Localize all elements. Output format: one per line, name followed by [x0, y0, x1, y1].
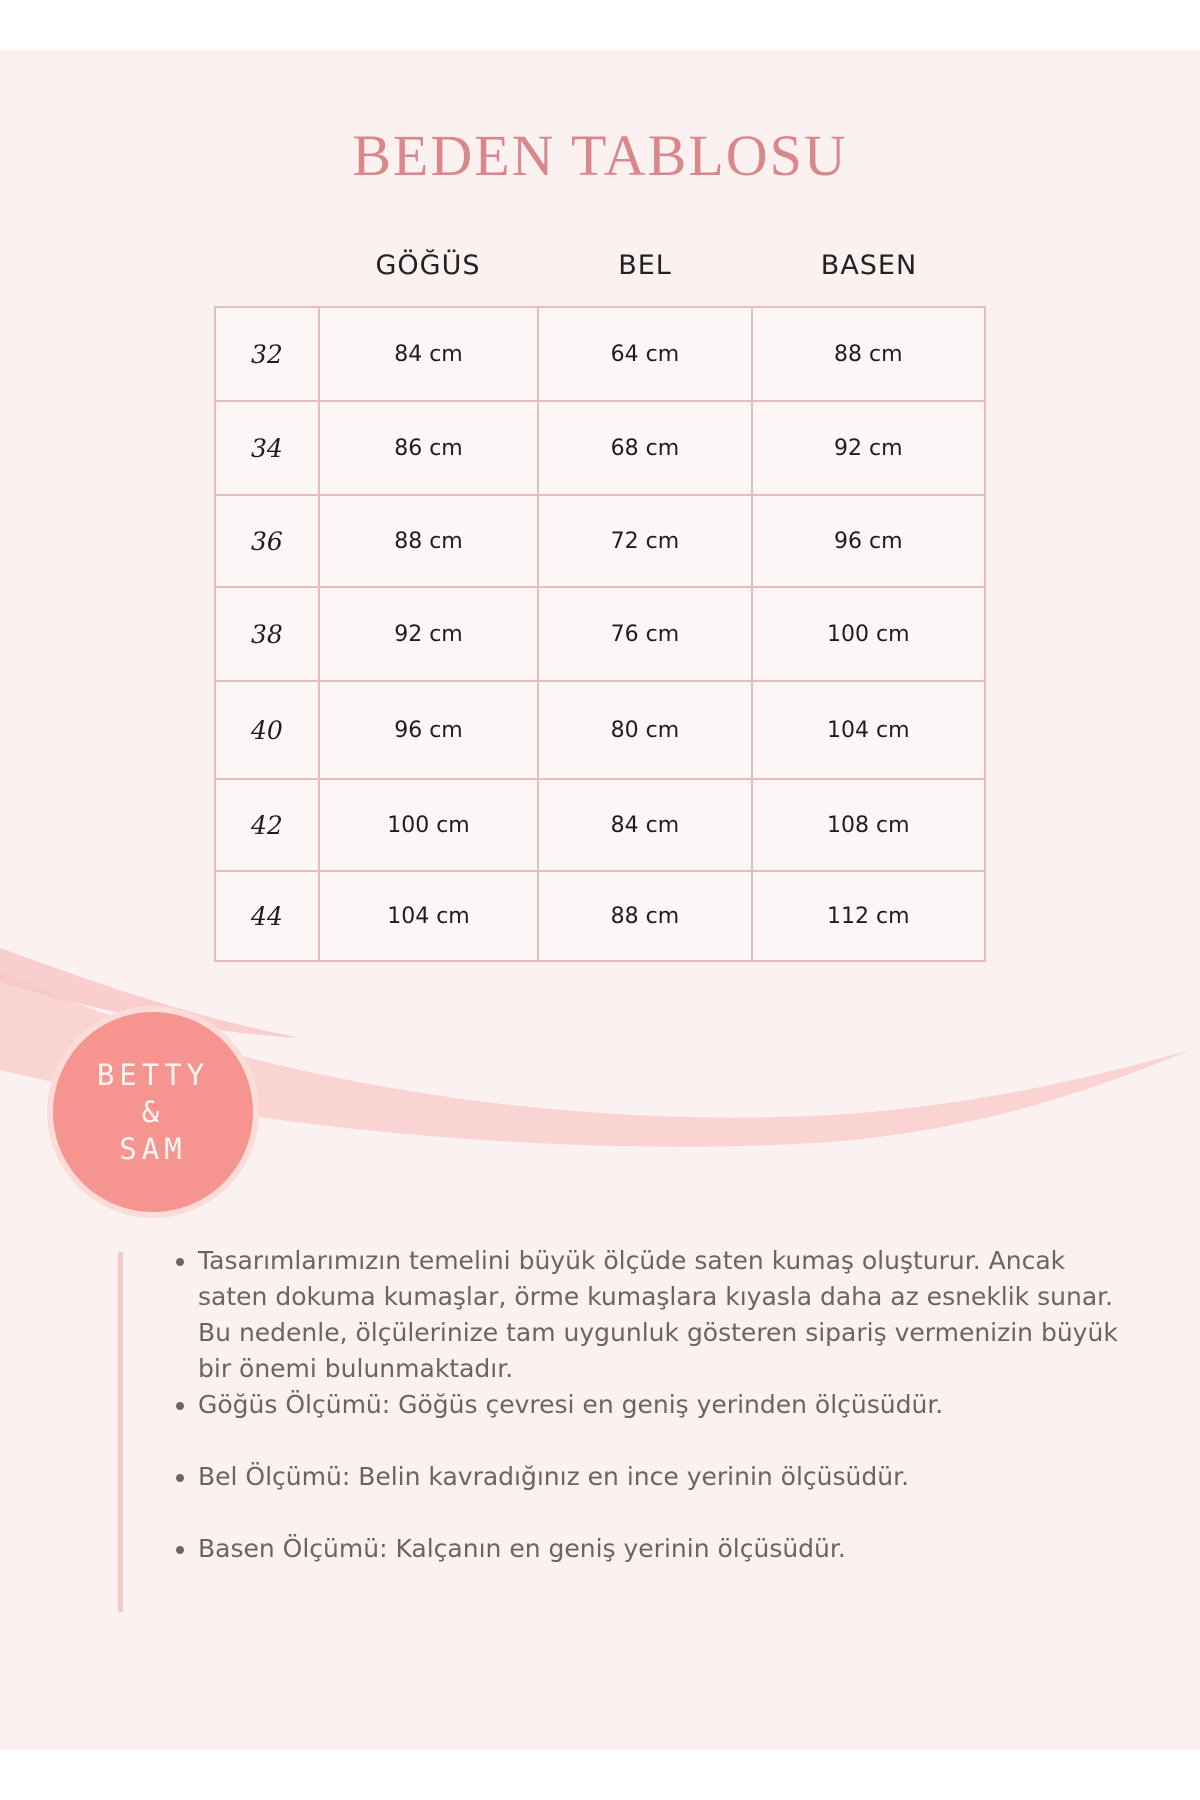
size-cell: 42 [215, 779, 319, 871]
column-header-gogus: GÖĞÜS [375, 250, 481, 281]
list-item: • Basen Ölçümü: Kalçanın en geniş yerinin ölçüsüdür. [198, 1531, 1118, 1567]
bel-cell: 72 cm [538, 495, 751, 587]
logo-text-line3: SAM [119, 1131, 187, 1166]
table-row [215, 307, 985, 401]
size-cell: 44 [215, 871, 319, 961]
gogus-cell: 88 cm [319, 495, 538, 587]
bel-cell: 64 cm [538, 307, 751, 401]
table-row [215, 401, 985, 495]
basen-cell: 112 cm [752, 871, 985, 961]
size-cell: 38 [215, 587, 319, 681]
basen-cell: 104 cm [752, 681, 985, 779]
table-row [215, 495, 985, 587]
gogus-cell: 84 cm [319, 307, 538, 401]
table-row [215, 681, 985, 779]
brand-logo [53, 1012, 253, 1212]
size-cell: 34 [215, 401, 319, 495]
bel-cell: 84 cm [538, 779, 751, 871]
gogus-cell: 86 cm [319, 401, 538, 495]
bel-cell: 80 cm [538, 681, 751, 779]
basen-cell: 100 cm [752, 587, 985, 681]
bel-cell: 68 cm [538, 401, 751, 495]
bel-cell: 88 cm [538, 871, 751, 961]
size-cell: 32 [215, 307, 319, 401]
measurement-notes [168, 1243, 1118, 1567]
gogus-cell: 96 cm [319, 681, 538, 779]
list-item: • Göğüs Ölçümü: Göğüs çevresi en geniş yerinden ölçüsüdür. [198, 1387, 1118, 1423]
page-title: BEDEN TABLOSU [352, 123, 848, 188]
gogus-cell: 104 cm [319, 871, 538, 961]
basen-cell: 108 cm [752, 779, 985, 871]
size-cell: 40 [215, 681, 319, 779]
size-cell: 36 [215, 495, 319, 587]
basen-cell: 88 cm [752, 307, 985, 401]
basen-cell: 96 cm [752, 495, 985, 587]
logo-text-line1: BETTY [96, 1057, 210, 1092]
logo-text-line2: & [141, 1094, 165, 1129]
column-header-bel: BEL [618, 250, 672, 281]
decorative-vertical-line [118, 1252, 123, 1612]
gogus-cell: 92 cm [319, 587, 538, 681]
list-item: • Tasarımlarımızın temelini büyük ölçüde saten kumaş oluşturur. Ancak saten dokuma kumaşlar, örme kumaşlara kıyasla daha az esneklik sunar. Bu nedenle, ölçülerinize tam uygunluk gösteren sipariş vermenizin büyük bir önemi bulunmaktadır. [198, 1243, 1118, 1387]
table-row [215, 779, 985, 871]
bel-cell: 76 cm [538, 587, 751, 681]
gogus-cell: 100 cm [319, 779, 538, 871]
column-header-basen: BASEN [820, 250, 918, 281]
size-table [214, 306, 986, 962]
table-row [215, 587, 985, 681]
list-item: • Bel Ölçümü: Belin kavradığınız en ince yerinin ölçüsüdür. [198, 1459, 1118, 1495]
basen-cell: 92 cm [752, 401, 985, 495]
